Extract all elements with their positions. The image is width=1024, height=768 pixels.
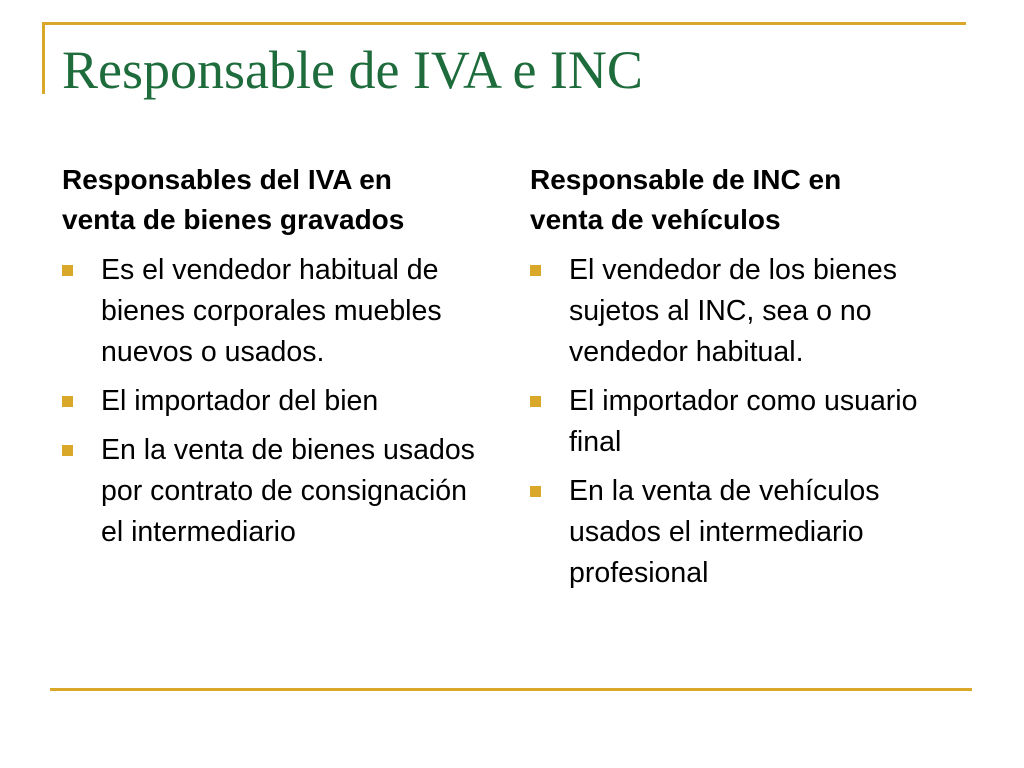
- left-heading-line-1: Responsables del IVA en: [62, 164, 392, 195]
- right-bullet-item: [530, 381, 970, 463]
- square-bullet-icon: [530, 396, 541, 407]
- right-bullet-item: [530, 471, 970, 594]
- square-bullet-icon: [530, 265, 541, 276]
- right-bullet-item: [530, 250, 970, 373]
- left-bullet-text: El importador del bien: [101, 385, 379, 417]
- square-bullet-icon: [62, 445, 73, 456]
- left-column-heading: [62, 160, 482, 240]
- left-bullet-text: En la venta de bienes usados por contrato de consignación el intermediario: [101, 434, 475, 548]
- right-bullet-text: El importador como usuario final: [569, 385, 918, 458]
- right-bullet-list: [530, 250, 970, 594]
- right-bullet-text: En la venta de vehículos usados el intermediario profesional: [569, 475, 880, 589]
- right-heading-line-1: Responsable de INC en: [530, 164, 842, 195]
- right-bullet-text: El vendedor de los bienes sujetos al INC, sea o no vendedor habitual.: [569, 254, 897, 368]
- left-heading-line-2: venta de bienes gravados: [62, 204, 405, 235]
- right-heading-line-2: venta de vehículos: [530, 204, 781, 235]
- left-bullet-item: [62, 430, 482, 553]
- left-frame-line: [42, 22, 45, 94]
- right-column: [530, 160, 970, 602]
- right-column-heading: [530, 160, 970, 240]
- left-bullet-text: Es el vendedor habitual de bienes corporales muebles nuevos o usados.: [101, 254, 442, 368]
- left-bullet-item: [62, 250, 482, 373]
- top-frame-line: [42, 22, 966, 25]
- left-bullet-item: [62, 381, 482, 422]
- square-bullet-icon: [62, 265, 73, 276]
- bottom-divider-line: [50, 688, 972, 691]
- slide-title: Responsable de IVA e INC: [62, 40, 643, 100]
- left-column: [62, 160, 482, 561]
- square-bullet-icon: [530, 486, 541, 497]
- square-bullet-icon: [62, 396, 73, 407]
- left-bullet-list: [62, 250, 482, 553]
